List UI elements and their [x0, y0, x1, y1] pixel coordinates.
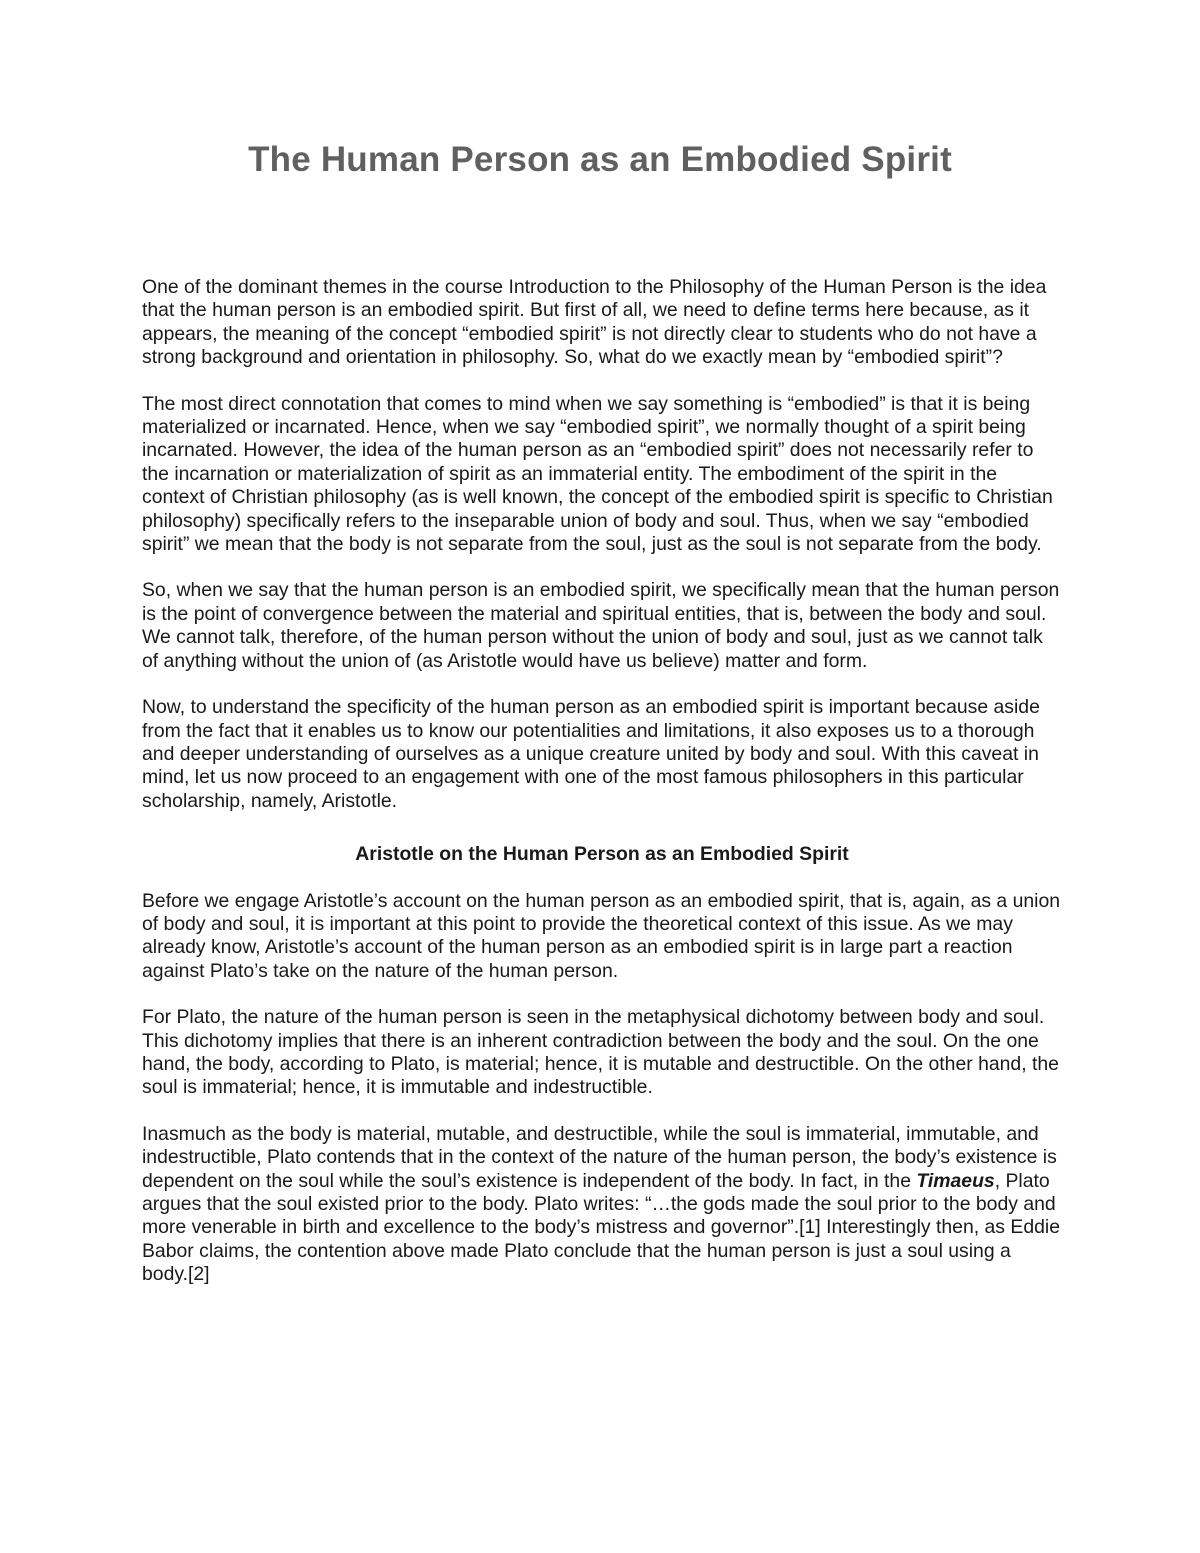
work-title: Timaeus [916, 1169, 995, 1192]
paragraph: The most direct connotation that comes to mind when we say something is “embodied” is that it is being materialized or incarnated. Hence, when we say “embodied spirit”, we normally thought of a spirit being incarnated. However, the idea of the human person as an “embodied spirit” does not necessarily refer to the incarnation or materialization of spirit as an immaterial entity. The embodiment of the spirit in the context of Christian philosophy (as is well known, the concept of the embodied spirit is specific to Christian philosophy) specifically refers to the inseparable union of body and soul. Thus, when we say “embodied spirit” we mean that the body is not separate from the soul, just as the soul is not separate from the body. [142, 392, 1053, 556]
section-heading: Aristotle on the Human Person as an Embodied Spirit [355, 843, 849, 866]
paragraph [142, 1123, 1062, 1287]
paragraph-text: , Plato argues that the soul existed prior to the body. Plato writes: “…the gods made the soul prior to the body and more venerable in birth and excellence to the body’s mistress and governor”.[1] Interestingly then, as Eddie Babor claims, the contention above made Plato conclude that the human person is just a soul using a body.[2] [142, 1169, 1060, 1286]
document-body [142, 276, 1062, 1310]
document-title: The Human Person as an Embodied Spirit [248, 140, 952, 179]
paragraph-text: Inasmuch as the body is material, mutable, and destructible, while the soul is immaterial, immutable, and indestructible, Plato contends that in the context of the nature of the human person, the body’s existence is dependent on the soul while the soul’s existence is independent of the body. In fact, in the [142, 1122, 1057, 1192]
paragraph: Now, to understand the specificity of the human person as an embodied spirit is important because aside from the fact that it enables us to know our potentialities and limitations, it also exposes us to a thorough and deeper understanding of ourselves as a unique creature united by body and soul. With this caveat in mind, let us now proceed to an engagement with one of the most famous philosophers in this particular scholarship, namely, Aristotle. [142, 696, 1040, 812]
paragraph: So, when we say that the human person is an embodied spirit, we specifically mean that the human person is the point of convergence between the material and spiritual entities, that is, between the body and soul. We cannot talk, therefore, of the human person without the union of body and soul, just as we cannot talk of anything without the union of (as Aristotle would have us believe) matter and form. [142, 579, 1060, 672]
paragraph: For Plato, the nature of the human person is seen in the metaphysical dichotomy between body and soul. This dichotomy implies that there is an inherent contradiction between the body and the soul. On the one hand, the body, according to Plato, is material; hence, it is mutable and destructible. On the other hand, the soul is immaterial; hence, it is immutable and indestructible. [142, 1006, 1059, 1099]
paragraph: One of the dominant themes in the course Introduction to the Philosophy of the Human Person is the idea that the human person is an embodied spirit. But first of all, we need to define terms here because, as it appears, the meaning of the concept “embodied spirit” is not directly clear to students who do not have a strong background and orientation in philosophy. So, what do we exactly mean by “embodied spirit”? [142, 276, 1047, 369]
paragraph: Before we engage Aristotle’s account on the human person as an embodied spirit, that is, again, as a union of body and soul, it is important at this point to provide the theoretical context of this issue. As we may already know, Aristotle’s account of the human person as an embodied spirit is in large part a reaction against Plato’s take on the nature of the human person. [142, 889, 1061, 982]
